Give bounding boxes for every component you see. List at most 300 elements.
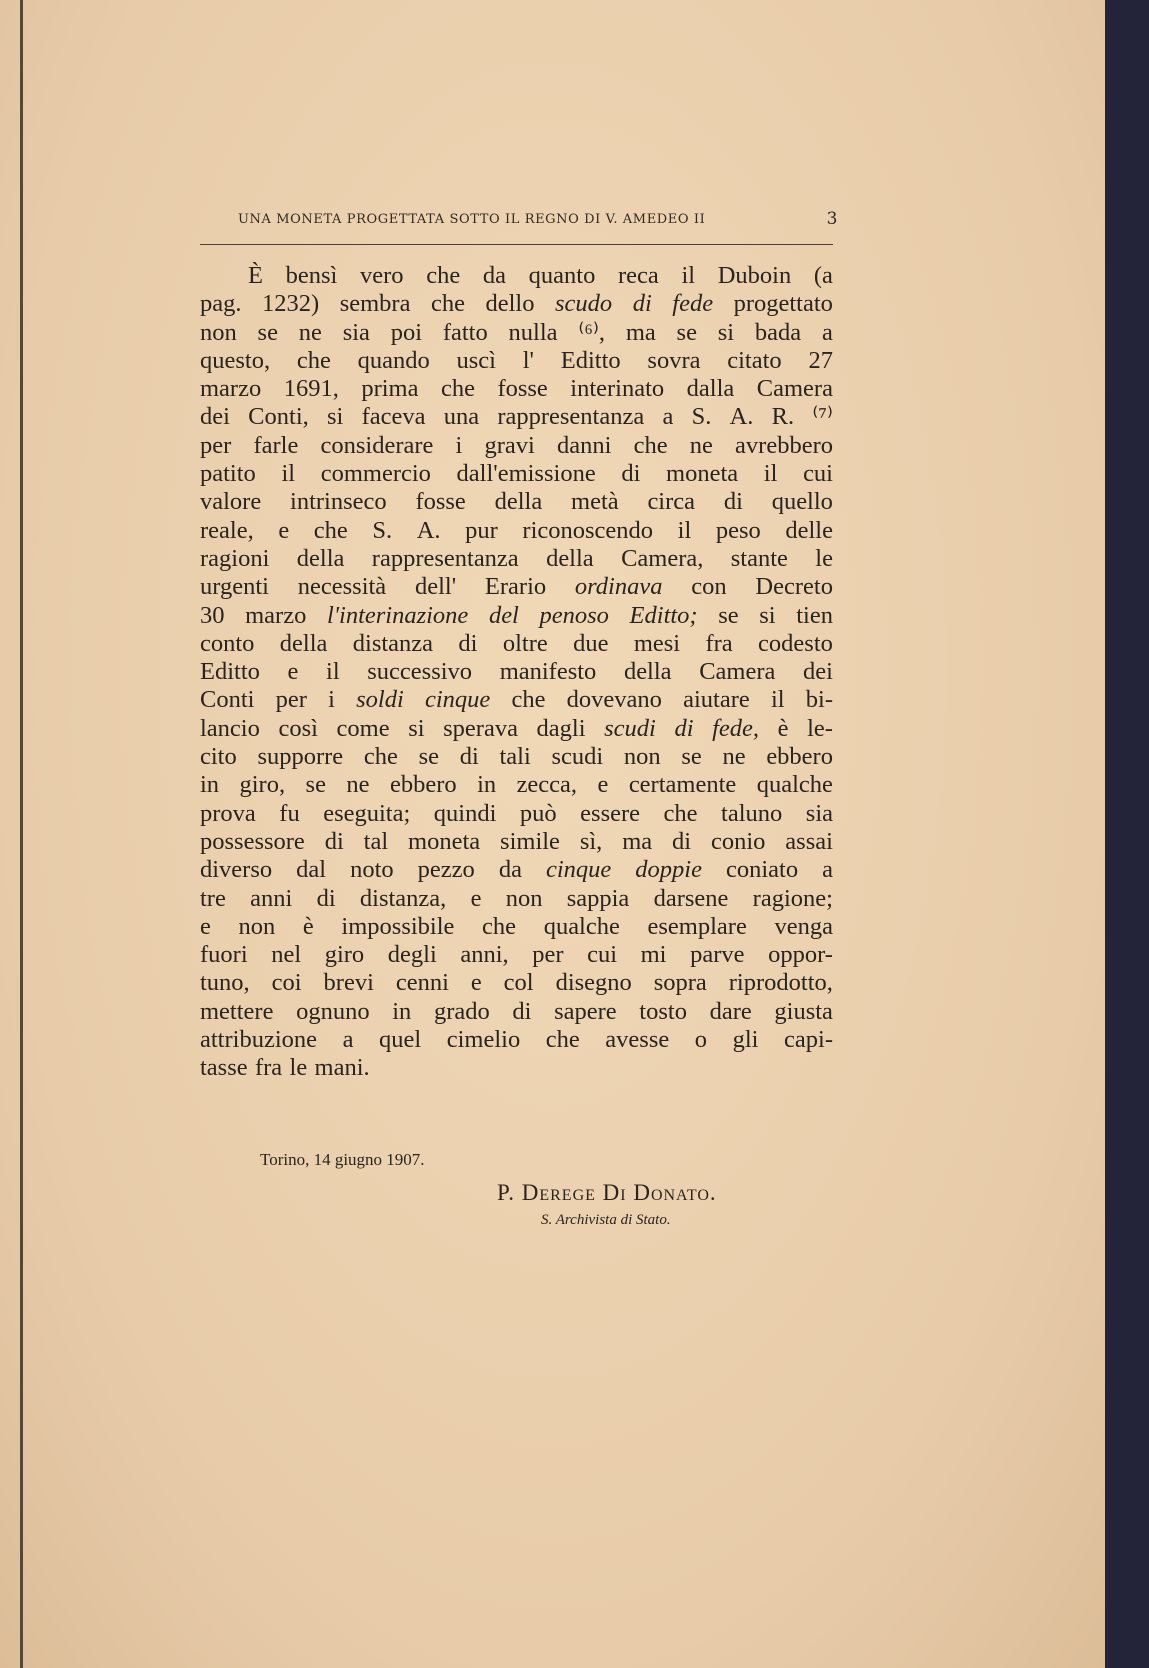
word: e <box>278 516 290 544</box>
word: bensì <box>285 262 338 289</box>
italic-word: di <box>674 714 694 742</box>
word: successivo <box>367 658 473 686</box>
word: due <box>573 629 609 657</box>
word: della <box>279 629 328 657</box>
word: si <box>327 403 344 431</box>
word: sembra <box>339 290 411 318</box>
word: fuori <box>200 941 248 969</box>
word: cenni <box>395 969 449 997</box>
word: moneta <box>408 827 481 855</box>
word: anni <box>250 884 293 912</box>
word: ne <box>298 318 322 346</box>
word: dalla <box>686 375 735 403</box>
word: quando <box>357 346 430 374</box>
word: scudi <box>551 743 604 771</box>
word: mesi <box>633 629 681 657</box>
word: mi <box>640 941 667 969</box>
word: ognuno <box>296 997 370 1025</box>
word: quindi <box>433 799 497 827</box>
word: a <box>822 856 833 884</box>
text-line <box>200 941 833 969</box>
word: poi <box>390 318 423 346</box>
word: noto <box>350 856 394 884</box>
word: tali <box>499 743 531 771</box>
word: per <box>532 941 564 969</box>
word: riprodotto, <box>728 969 833 997</box>
word: marzo <box>200 375 262 403</box>
word: citato <box>727 346 782 374</box>
word: dal <box>296 856 327 884</box>
word: della <box>494 488 543 516</box>
word: le <box>815 544 833 572</box>
word: non <box>200 318 237 346</box>
word: parve <box>690 941 745 969</box>
word: in <box>477 771 497 799</box>
header-rule <box>200 244 833 245</box>
word: bada <box>754 318 802 346</box>
word: si <box>717 318 735 346</box>
word: eseguita; <box>323 799 411 827</box>
word: di <box>316 884 336 912</box>
word: quanto <box>528 262 596 289</box>
word: fra <box>254 1054 283 1082</box>
word: reca <box>617 262 659 289</box>
word: possessore <box>200 827 305 855</box>
word: dagli <box>536 714 586 742</box>
text-line <box>200 517 833 545</box>
word: distanza <box>352 629 434 657</box>
author-signature: P. Derege Di Donato. <box>497 1180 717 1205</box>
word: Camera <box>756 375 833 403</box>
word: certamente <box>628 771 737 799</box>
word: anni, <box>460 941 509 969</box>
word: attribuzione <box>200 1026 318 1054</box>
word: che <box>296 346 331 374</box>
word: il <box>681 262 696 289</box>
word: faceva <box>361 403 426 431</box>
word: il <box>763 460 778 488</box>
word: cui <box>587 941 618 969</box>
word: sperava <box>443 714 518 742</box>
word: metà <box>571 488 619 516</box>
word: è <box>777 714 789 742</box>
word: ebbero <box>389 771 457 799</box>
word: da <box>482 262 506 289</box>
word: della <box>546 544 594 572</box>
word: pezzo <box>417 856 475 884</box>
word: R. <box>771 403 795 431</box>
word: in <box>392 997 412 1025</box>
word: sia <box>805 799 833 827</box>
text-line <box>200 913 833 941</box>
word: di <box>512 997 532 1025</box>
word: danni <box>557 431 612 459</box>
text-line <box>200 828 833 856</box>
word: in <box>200 771 220 799</box>
word: dell' <box>414 573 457 601</box>
word: È <box>248 262 263 289</box>
word: le <box>289 1054 308 1082</box>
word: che <box>482 912 517 940</box>
word: le- <box>807 714 833 742</box>
word: darsene <box>653 884 729 912</box>
text-line <box>200 686 833 714</box>
word: fosse <box>415 488 466 516</box>
word: giro <box>324 941 365 969</box>
word: oppor- <box>768 941 833 969</box>
word: taluno <box>721 799 783 827</box>
word: patito <box>200 460 256 488</box>
word: di <box>458 629 478 657</box>
word: dei <box>803 658 833 686</box>
text-line <box>200 1054 833 1082</box>
word: nulla <box>508 318 558 346</box>
word: il <box>677 516 692 544</box>
word: Editto <box>200 658 260 686</box>
word: coniato <box>725 856 799 884</box>
word: A. <box>416 516 441 544</box>
word: commercio <box>320 460 431 488</box>
word: fu <box>279 799 300 827</box>
word: aiutare <box>683 686 750 714</box>
word: brevi <box>323 969 374 997</box>
word: a <box>342 1026 354 1054</box>
word: vero <box>360 262 404 289</box>
word: stante <box>730 544 788 572</box>
word: interinato <box>570 375 665 403</box>
word: che <box>313 516 348 544</box>
word: prova <box>200 799 256 827</box>
page-gutter-line <box>20 0 23 1668</box>
word: valore <box>200 488 262 516</box>
word: qualche <box>543 912 620 940</box>
word: sopra <box>653 969 707 997</box>
word: che <box>545 1026 580 1054</box>
word: tosto <box>639 997 687 1025</box>
word: rappresentanza <box>497 403 645 431</box>
italic-word: l'interinazione <box>326 601 469 629</box>
word: 30 <box>200 601 225 629</box>
word: si <box>408 714 425 742</box>
place-date: Torino, 14 giugno 1907. <box>260 1150 425 1169</box>
word: di <box>621 460 641 488</box>
word: cui <box>803 460 833 488</box>
word: mani. <box>314 1054 370 1082</box>
word: ragione; <box>752 884 833 912</box>
word: nel <box>271 941 302 969</box>
word: pur <box>465 516 498 544</box>
word: Conti <box>200 686 255 714</box>
running-title: UNA MONETA PROGETTATA SOTTO IL REGNO DI V. AMEDEO II <box>238 212 706 227</box>
word: esemplare <box>647 912 747 940</box>
word: per <box>275 686 307 714</box>
word: col <box>503 969 534 997</box>
word: quello <box>771 488 833 516</box>
word: sapere <box>554 997 617 1025</box>
word: Camera <box>699 658 776 686</box>
word: se <box>418 743 440 771</box>
word: per <box>200 431 232 459</box>
italic-word: doppie <box>635 856 702 884</box>
word: se <box>257 318 278 346</box>
italic-word: del <box>488 601 519 629</box>
text-line <box>200 1026 833 1054</box>
italic-word: fede <box>672 290 714 318</box>
italic-word: di <box>632 290 652 318</box>
word: simile <box>500 827 560 855</box>
text-line <box>200 573 833 601</box>
word: conto <box>200 629 255 657</box>
word: e <box>470 884 482 912</box>
word: il <box>326 658 340 686</box>
word: dei <box>200 403 230 431</box>
word: non <box>238 912 276 940</box>
word: della <box>296 544 345 572</box>
word: gli <box>732 1026 759 1054</box>
word: Camera, <box>621 544 704 572</box>
word: gravi <box>484 431 535 459</box>
text-line <box>200 771 833 799</box>
text-line <box>200 432 833 460</box>
word: giro, <box>239 771 286 799</box>
word: necessità <box>297 573 387 601</box>
word: Duboin <box>717 262 792 289</box>
text-line <box>200 856 833 884</box>
word: ne <box>689 431 713 459</box>
text-line <box>200 715 833 743</box>
word: moneta <box>666 460 739 488</box>
text-line <box>200 800 833 828</box>
word: fra <box>705 629 733 657</box>
word: peso <box>715 516 761 544</box>
word: non <box>623 743 661 771</box>
word: Decreto <box>755 573 833 601</box>
word: S. <box>691 403 712 431</box>
word: codesto <box>758 629 833 657</box>
word: disegno <box>555 969 632 997</box>
word: A. <box>729 403 754 431</box>
italic-word: soldi <box>356 686 404 714</box>
word: e <box>287 658 299 686</box>
word: bi- <box>805 686 833 714</box>
word: può <box>519 799 557 827</box>
word: ne <box>722 743 746 771</box>
word: a <box>662 403 674 431</box>
italic-word: scudi <box>604 714 656 742</box>
word: che <box>426 262 461 289</box>
word: avesse <box>605 1026 670 1054</box>
italic-word: Editto; <box>629 601 698 629</box>
word: di <box>672 827 692 855</box>
word: l' <box>522 346 534 374</box>
word: non <box>505 884 543 912</box>
word: di <box>459 743 479 771</box>
word: con <box>691 573 727 601</box>
word: marzo <box>245 601 307 629</box>
word: una <box>443 403 480 431</box>
word: lancio <box>200 714 260 742</box>
word: distanza, <box>359 884 447 912</box>
word: il <box>281 460 296 488</box>
word: fatto <box>442 318 488 346</box>
word: se <box>305 771 326 799</box>
word: e <box>200 912 211 940</box>
word: (a <box>813 262 833 289</box>
word: così <box>278 714 318 742</box>
word: sappia <box>566 884 630 912</box>
word: reale, <box>200 516 254 544</box>
word: riconoscendo <box>522 516 654 544</box>
italic-word: cinque <box>424 686 491 714</box>
word: considerare <box>320 431 434 459</box>
word: se <box>676 318 697 346</box>
text-line <box>200 998 833 1026</box>
word: coi <box>271 969 302 997</box>
word: circa <box>647 488 696 516</box>
word: assai <box>785 827 833 855</box>
word: degli <box>387 941 437 969</box>
word: e <box>470 969 482 997</box>
text-line <box>200 658 833 686</box>
italic-word: penoso <box>539 601 609 629</box>
word: quel <box>378 1026 422 1054</box>
word: dare <box>709 997 752 1025</box>
word: supporre <box>257 743 344 771</box>
word: diverso <box>200 856 273 884</box>
running-header <box>238 209 838 229</box>
word: S. <box>372 516 393 544</box>
word: sì, <box>579 827 603 855</box>
word: si <box>759 601 776 629</box>
word: i <box>328 686 335 714</box>
word: intrinseco <box>290 488 387 516</box>
text-line <box>200 375 833 403</box>
word: che <box>440 375 475 403</box>
word: ⁽⁶⁾, <box>578 318 606 346</box>
text-line <box>200 319 833 347</box>
word: che <box>363 743 398 771</box>
text-line <box>200 969 833 997</box>
word: mettere <box>200 997 274 1025</box>
word: cito <box>200 743 237 771</box>
word: prima <box>361 375 419 403</box>
word: sovra <box>647 346 701 374</box>
word: dall'emissione <box>456 460 596 488</box>
word: questo, <box>200 346 271 374</box>
word: come <box>336 714 390 742</box>
body-text <box>200 262 833 1083</box>
text-line <box>200 602 833 630</box>
word: o <box>694 1026 708 1054</box>
word: ma <box>622 827 653 855</box>
word: tasse <box>200 1054 248 1082</box>
word: Erario <box>484 573 547 601</box>
word: zecca, <box>516 771 578 799</box>
text-line <box>200 403 833 431</box>
text-line <box>200 545 833 573</box>
word: che <box>430 290 465 318</box>
word: ragioni <box>200 544 270 572</box>
word: avrebbero <box>735 431 833 459</box>
word: Editto <box>560 346 621 374</box>
word: da <box>498 856 522 884</box>
word: che <box>511 686 546 714</box>
italic-word: ordinava <box>574 573 663 601</box>
text-line <box>200 262 833 290</box>
word: fosse <box>497 375 548 403</box>
text-line <box>200 290 833 318</box>
word: 1232) <box>262 290 320 318</box>
italic-word: cinque <box>545 856 612 884</box>
word: se <box>681 743 702 771</box>
word: tien <box>796 601 833 629</box>
text-line <box>200 488 833 516</box>
word: conio <box>710 827 766 855</box>
word: a <box>821 318 833 346</box>
word: sia <box>342 318 370 346</box>
word: oltre <box>502 629 548 657</box>
word: 27 <box>808 346 833 374</box>
word: dovevano <box>566 686 662 714</box>
word: che <box>663 799 698 827</box>
word: ma <box>625 318 656 346</box>
word: capi- <box>784 1026 833 1054</box>
word: progettato <box>733 290 833 318</box>
word: Conti, <box>248 403 309 431</box>
word: giusta <box>774 997 833 1025</box>
word: tal <box>363 827 389 855</box>
word: di <box>723 488 743 516</box>
word: cimelio <box>446 1026 521 1054</box>
word: e <box>597 771 609 799</box>
word: grado <box>433 997 490 1025</box>
word: urgenti <box>200 573 269 601</box>
text-line <box>200 743 833 771</box>
word: il <box>770 686 785 714</box>
word: è <box>302 912 314 940</box>
text-line <box>200 630 833 658</box>
word: venga <box>774 912 833 940</box>
word: ne <box>346 771 370 799</box>
word: che <box>633 431 668 459</box>
word: manifesto <box>499 658 597 686</box>
word: i <box>455 431 463 459</box>
scan-background <box>1105 0 1149 1668</box>
word: se <box>718 601 739 629</box>
author-title: S. Archivista di Stato. <box>541 1212 671 1228</box>
word: di <box>324 827 344 855</box>
word: tre <box>200 884 226 912</box>
word: ⁽⁷⁾ <box>812 403 833 431</box>
italic-word: fede, <box>712 714 760 742</box>
word: pag. <box>200 290 242 318</box>
word: della <box>623 658 672 686</box>
word: dello <box>485 290 535 318</box>
word: essere <box>580 799 641 827</box>
italic-word: scudo <box>555 290 613 318</box>
word: 1691, <box>283 375 339 403</box>
word: ebbero <box>766 743 833 771</box>
word: tuno, <box>200 969 250 997</box>
text-line <box>200 885 833 913</box>
word: farle <box>253 431 299 459</box>
word: delle <box>785 516 833 544</box>
text-line <box>200 347 833 375</box>
word: rappresentanza <box>371 544 519 572</box>
page-number: 3 <box>826 209 838 229</box>
text-line <box>200 460 833 488</box>
word: impossibile <box>341 912 455 940</box>
